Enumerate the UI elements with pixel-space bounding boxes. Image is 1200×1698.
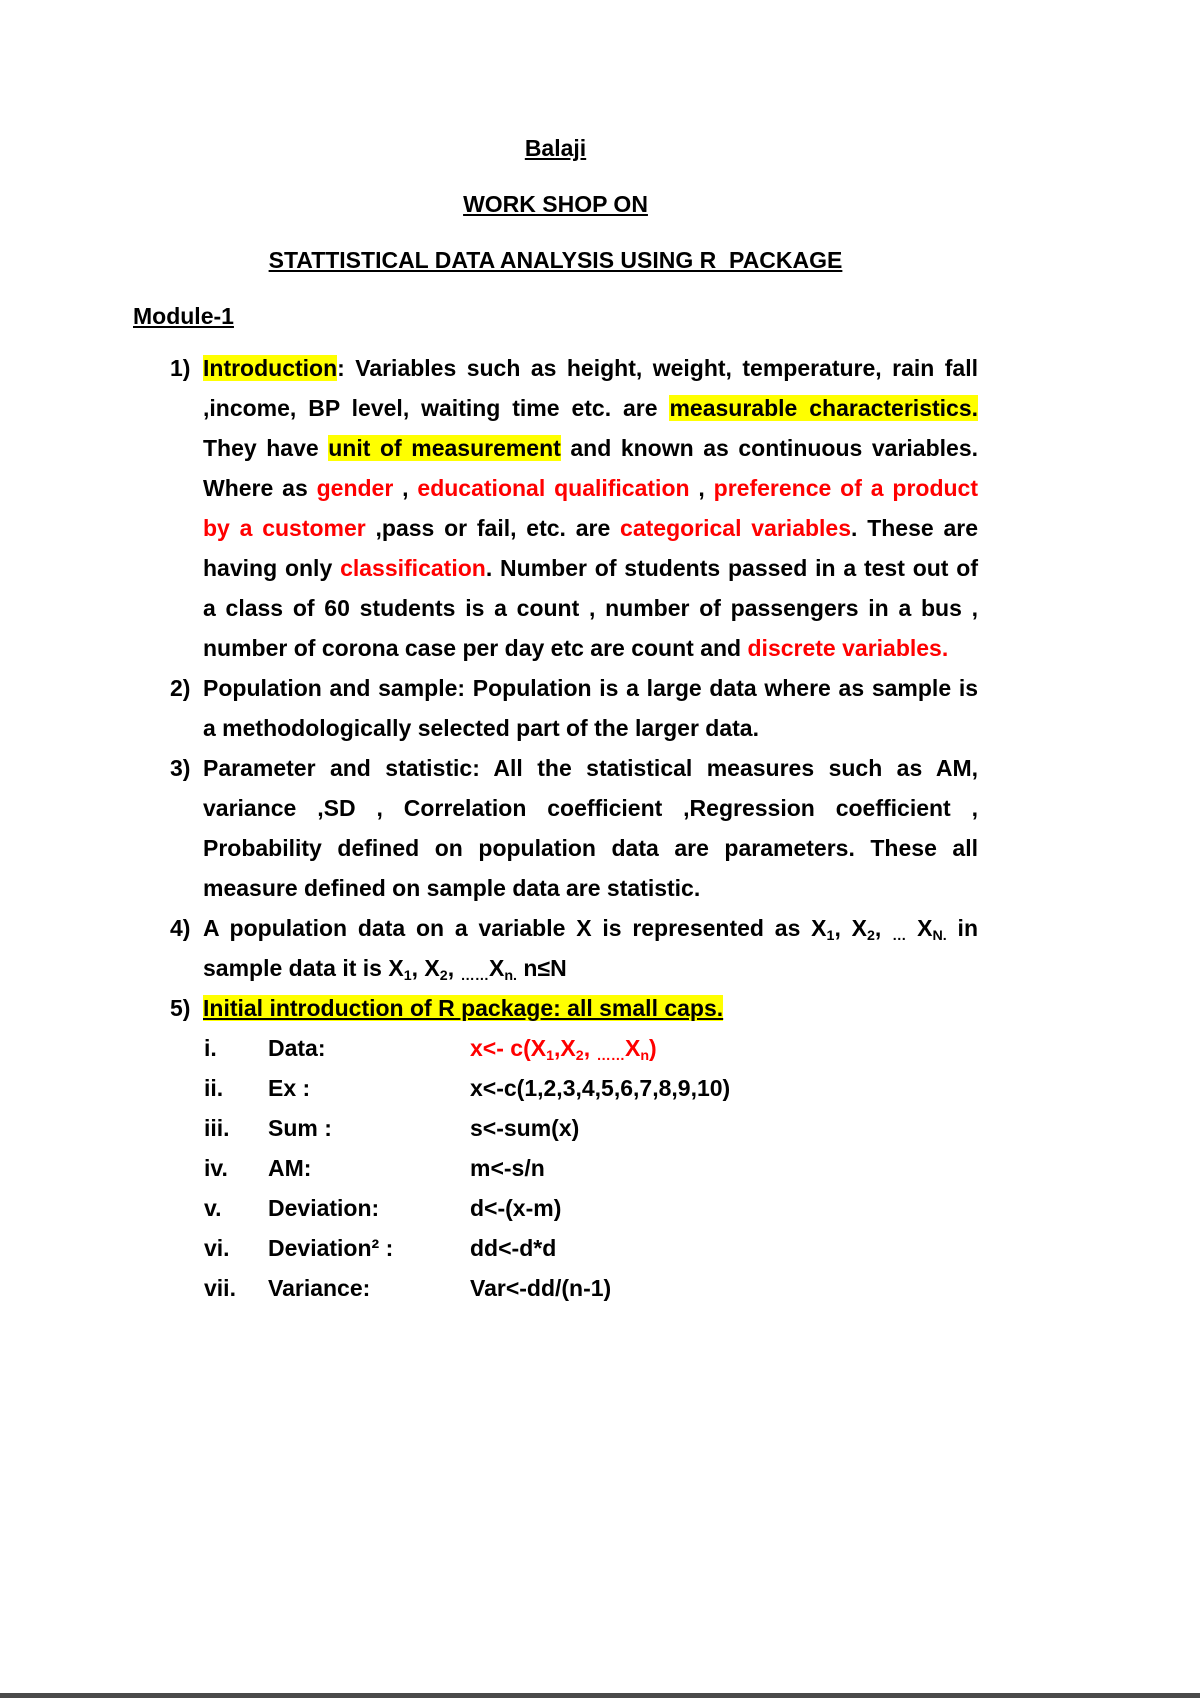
step-number: iii. — [204, 1115, 230, 1141]
text-segment: They have — [203, 435, 329, 461]
text-segment: , X — [834, 915, 867, 941]
document-title — [133, 240, 978, 280]
text-segment: , — [874, 915, 893, 941]
list-text — [203, 748, 978, 908]
step-number: vi. — [204, 1235, 230, 1261]
text-segment: 1 — [546, 1047, 555, 1064]
text-segment: m<-s/n — [470, 1155, 545, 1181]
text-segment: ,pass or fail, etc. are — [365, 515, 621, 541]
text-segment: n≤N — [517, 955, 567, 981]
text-segment: , — [689, 475, 714, 501]
text-segment: … — [892, 927, 907, 944]
text-segment: ) — [649, 1035, 657, 1061]
step-label: Variance: — [268, 1275, 371, 1301]
text-segment: 1 — [403, 967, 412, 984]
list-number: 2) — [170, 675, 191, 701]
list-item-population-data — [133, 908, 978, 988]
text-segment: in sample data it is X — [203, 915, 978, 981]
text-segment: . These are having only — [203, 515, 978, 581]
text-segment: s<-sum(x) — [470, 1115, 580, 1141]
text-segment: discrete variables. — [747, 635, 949, 661]
text-segment: …… — [596, 1047, 625, 1064]
step-value — [470, 1108, 978, 1148]
text-segment: Population and sample: Population is a large data where as sample is a methodologically selected part of the larger data. — [203, 675, 978, 741]
text-segment: 1 — [826, 927, 835, 944]
text-segment: and known as continuous variables. Where as — [203, 435, 978, 501]
step-label: Data: — [268, 1035, 326, 1061]
list-number: 4) — [170, 915, 191, 941]
text-segment: gender — [316, 475, 394, 501]
list-number: 1) — [170, 355, 191, 381]
text-segment: n — [640, 1047, 650, 1064]
text-segment: 2 — [866, 927, 875, 944]
text-segment: dd<-d*d — [470, 1235, 557, 1261]
text-segment: preference of a product by a customer — [203, 475, 978, 541]
text-segment: N. — [932, 927, 947, 944]
text-segment: , — [583, 1035, 597, 1061]
text-segment: A population data on a variable X is represented as X — [203, 915, 827, 941]
r-step-example — [133, 1068, 978, 1108]
step-value — [470, 1228, 978, 1268]
step-value — [470, 1188, 978, 1228]
step-label: Deviation: — [268, 1195, 380, 1221]
step-number: ii. — [204, 1075, 224, 1101]
step-label: AM: — [268, 1155, 312, 1181]
text-segment: Parameter and statistic: All the statistical measures such as AM, variance ,SD , Correlation coefficient ,Regression coefficient , Probability defined on population data are parameters. These all measure defined on sample data are statistic. — [203, 755, 978, 901]
list-item-parameter-statistic — [133, 748, 978, 908]
list-number: 3) — [170, 755, 191, 781]
text-segment: …… — [460, 967, 489, 984]
text-segment: Var<-dd/(n-1) — [470, 1275, 612, 1301]
text-segment: . Number of students passed in a test out of a class of 60 students is a count , number of passengers in a bus , number of corona case per day etc are count and — [203, 555, 979, 661]
module-heading — [133, 296, 978, 336]
step-value — [470, 1028, 978, 1068]
text-segment: ,X — [554, 1035, 576, 1061]
text-segment: X — [624, 1035, 641, 1061]
text-segment: educational qualification — [417, 475, 690, 501]
text-segment: 2 — [439, 967, 448, 984]
text-segment: measurable characteristics. — [669, 395, 979, 421]
r-step-deviation-squared — [133, 1228, 978, 1268]
text-segment: 2 — [575, 1047, 584, 1064]
text-segment: , — [393, 475, 418, 501]
text-segment: X — [906, 915, 933, 941]
text-segment: x<- c(X — [470, 1035, 547, 1061]
list-item-population-sample — [133, 668, 978, 748]
document-title-text: STATTISTICAL DATA ANALYSIS USING R_PACKAGE — [268, 247, 843, 273]
workshop-title — [133, 184, 978, 224]
author-title — [133, 128, 978, 168]
module-heading-text: Module-1 — [133, 303, 234, 329]
text-segment: : Variables such as height, weight, temperature, rain fall ,income, BP level, waiting time etc. are — [203, 355, 978, 421]
text-segment: X — [488, 955, 505, 981]
text-segment: classification — [340, 555, 486, 581]
step-number: vii. — [204, 1275, 236, 1301]
list-number: 5) — [170, 995, 191, 1021]
text-segment: Introduction — [203, 355, 338, 381]
list-text — [203, 908, 978, 988]
step-value — [470, 1148, 978, 1188]
r-step-data — [133, 1028, 978, 1068]
text-segment: d<-(x-m) — [470, 1195, 562, 1221]
step-value — [470, 1068, 978, 1108]
step-value — [470, 1268, 978, 1308]
r-step-variance — [133, 1268, 978, 1308]
step-label: Ex : — [268, 1075, 311, 1101]
step-number: v. — [204, 1195, 222, 1221]
r-step-am — [133, 1148, 978, 1188]
text-segment: x<-c(1,2,3,4,5,6,7,8,9,10) — [470, 1075, 731, 1101]
text-segment: unit of measurement — [328, 435, 561, 461]
r-step-deviation — [133, 1188, 978, 1228]
text-segment: , X — [411, 955, 440, 981]
text-segment: , — [447, 955, 461, 981]
workshop-title-text: WORK SHOP ON — [463, 191, 648, 217]
list-item-introduction — [133, 348, 978, 668]
r-step-sum — [133, 1108, 978, 1148]
list-text — [203, 668, 978, 748]
text-segment: categorical variables — [620, 515, 852, 541]
author-name: Balaji — [524, 135, 587, 161]
text-segment: Initial introduction of R package: all small caps. — [203, 995, 724, 1021]
page-bottom-edge — [0, 1693, 1200, 1698]
step-label: Sum : — [268, 1115, 332, 1141]
step-number: iv. — [204, 1155, 228, 1181]
list-item-r-package-intro — [133, 988, 978, 1028]
list-text — [203, 988, 978, 1028]
step-number: i. — [204, 1035, 217, 1061]
list-text — [203, 348, 978, 668]
text-segment: n. — [504, 967, 517, 984]
step-label: Deviation² : — [268, 1235, 394, 1261]
